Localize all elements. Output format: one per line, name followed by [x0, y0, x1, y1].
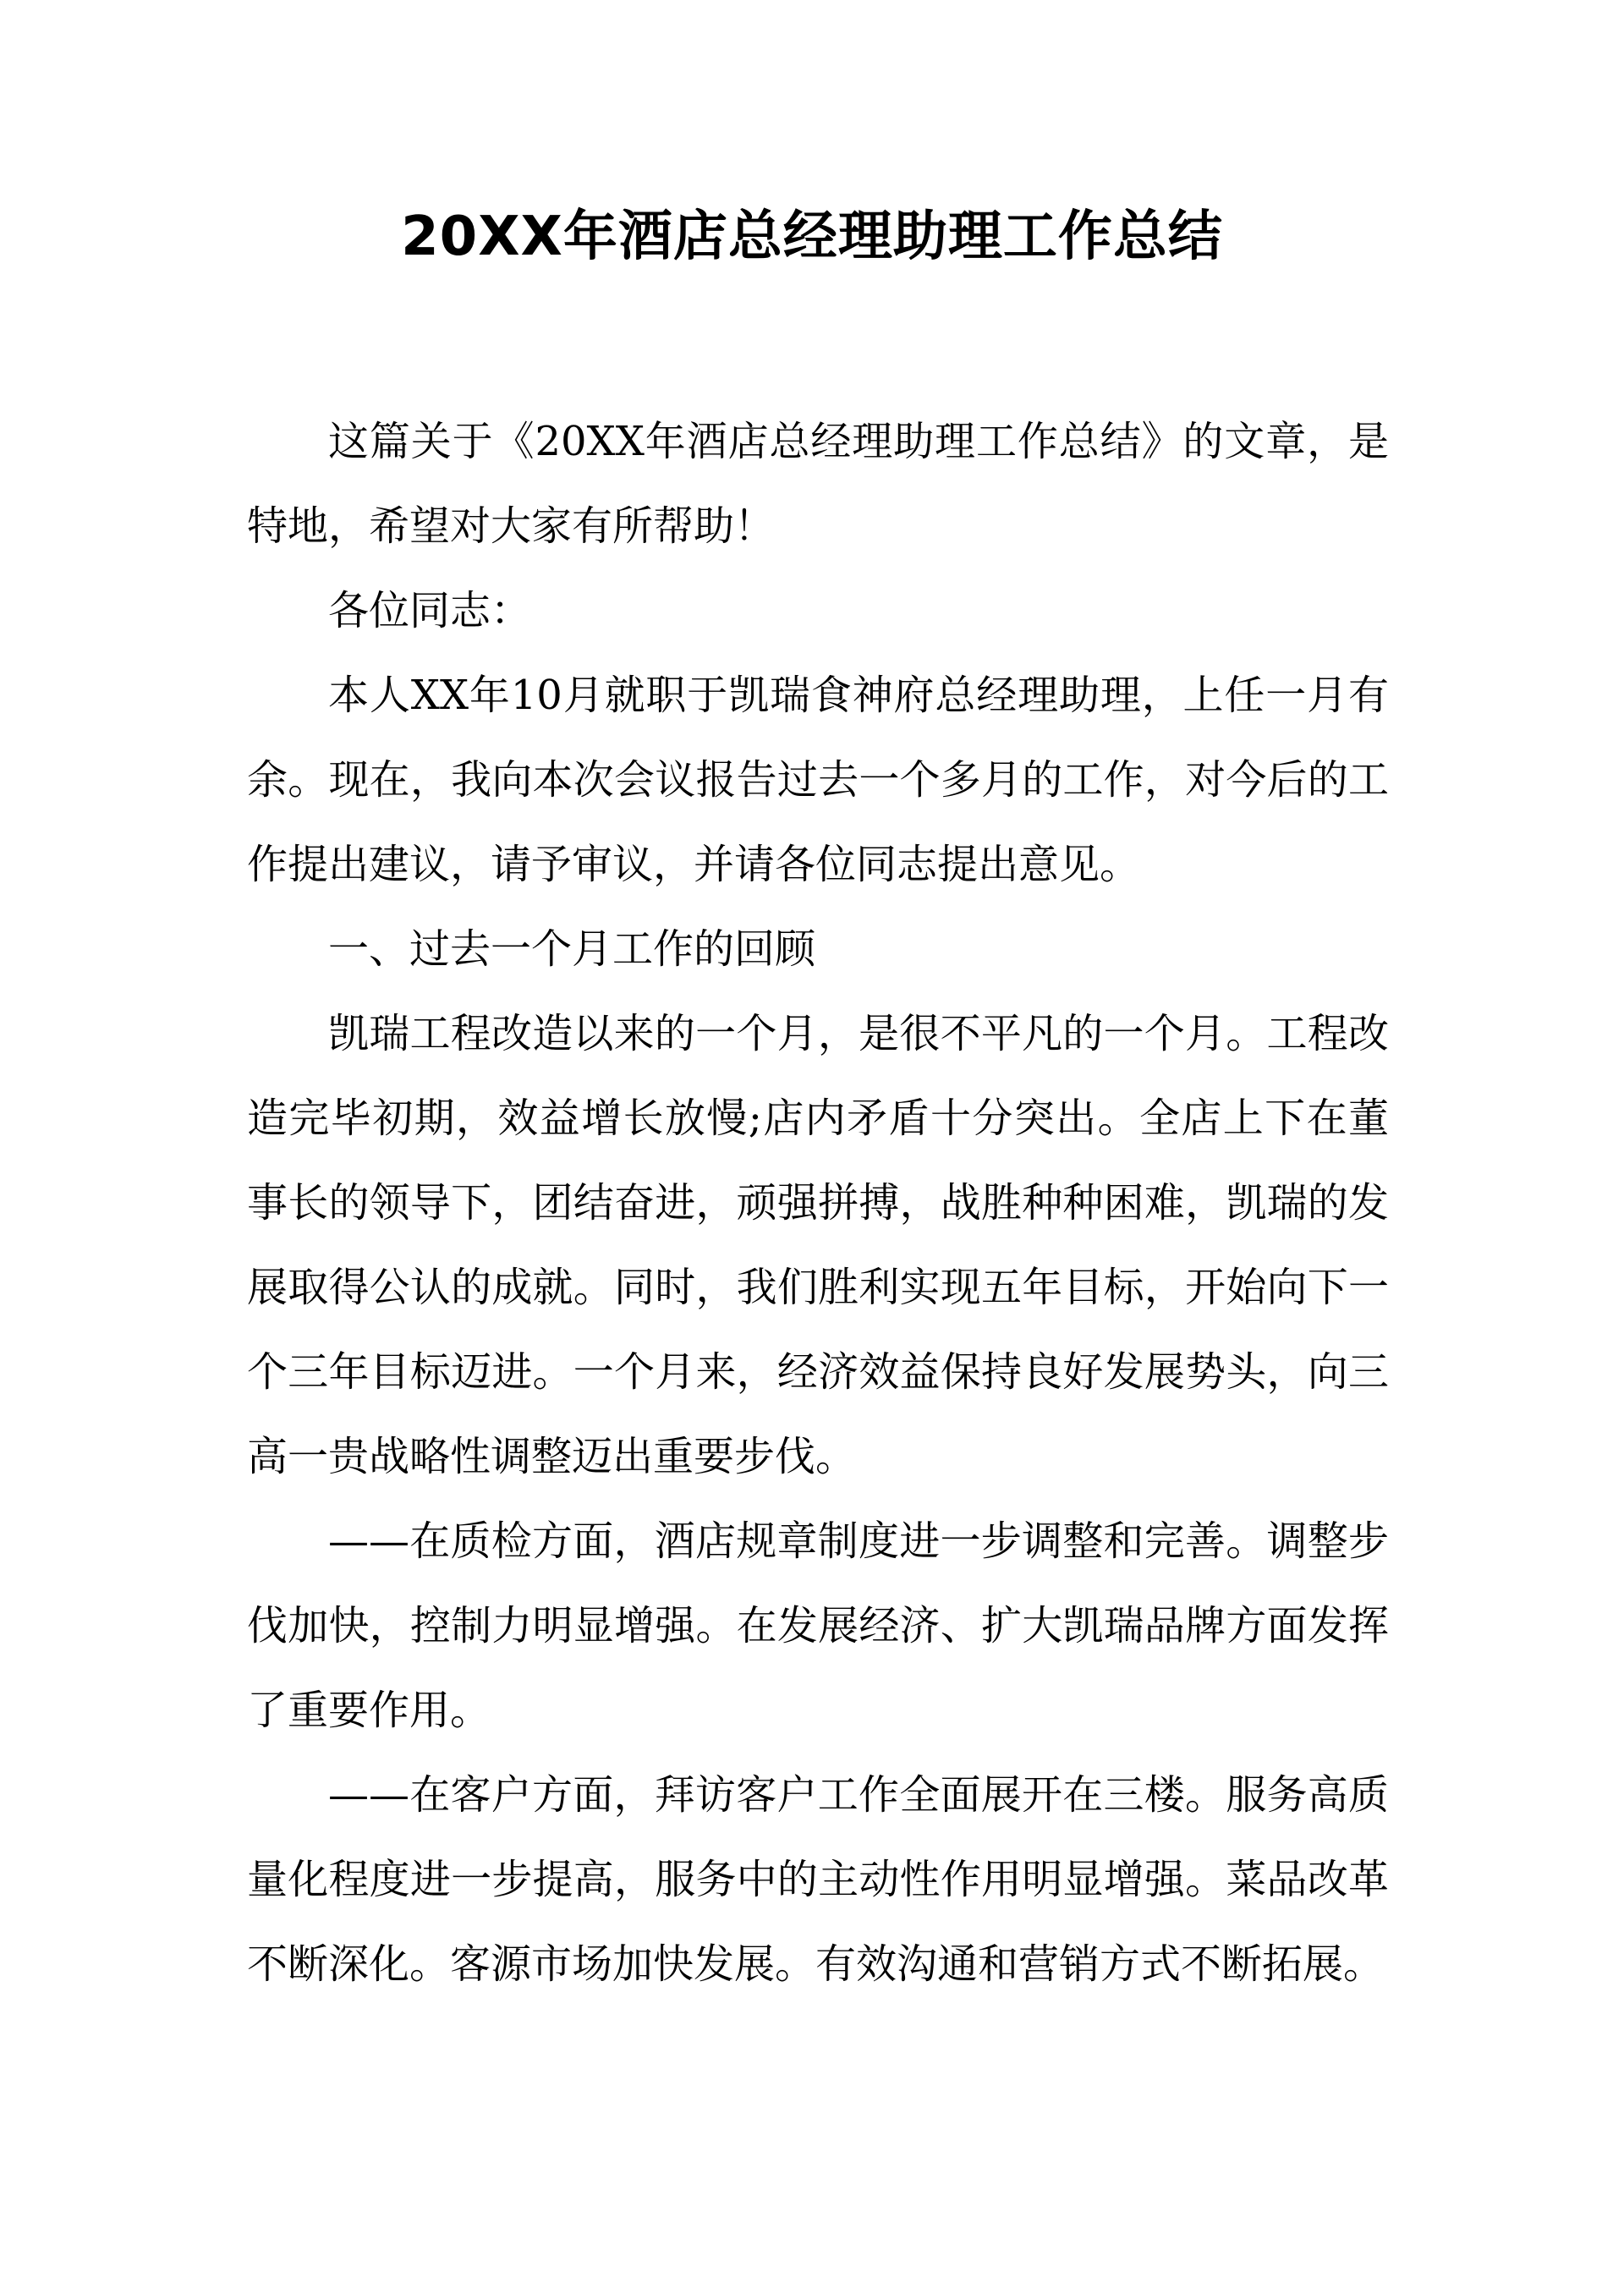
opening-paragraph: 本人XX年10月就职于凯瑞食神府总经理助理，上任一月有余。现在，我向本次会议报告过去一个多月的工作，对今后的工作提出建议，请予审议，并请各位同志提出意见。 — [247, 672, 1389, 888]
quality-paragraph: ——在质检方面，酒店规章制度进一步调整和完善。调整步伐加快，控制力明显增强。在发展经济、扩大凯瑞品牌方面发挥了重要作用。 — [247, 1517, 1389, 1734]
section-heading: 一、过去一个月工作的回顾 — [328, 925, 816, 973]
document-title: 20XX年酒店总经理助理工作总结 — [401, 206, 1223, 268]
review-paragraph: 凯瑞工程改造以来的一个月，是很不平凡的一个月。工程改造完毕初期，效益增长放慢;店内矛盾十分突出。全店上下在董事长的领导下，团结奋进，顽强拼搏，战胜种种困难，凯瑞的发展取得公认的成就。同时，我们胜利实现五年目标，开始向下一个三年目标迈进。一个月来，经济效益保持良好发展势头，向三高一贵战略性调整迈出重要步伐。 — [247, 1010, 1389, 1480]
customer-paragraph: ——在客户方面，拜访客户工作全面展开在三楼。服务高质量化程度进一步提高，服务中的主动性作用明显增强。菜品改革不断深化。客源市场加快发展。有效沟通和营销方式不断拓展。 — [247, 1771, 1389, 1988]
document-body — [247, 399, 1389, 2006]
salutation-paragraph: 各位同志： — [328, 587, 532, 634]
intro-paragraph: 这篇关于《20XX年酒店总经理助理工作总结》的文章，是特地，希望对大家有所帮助！ — [247, 418, 1389, 550]
